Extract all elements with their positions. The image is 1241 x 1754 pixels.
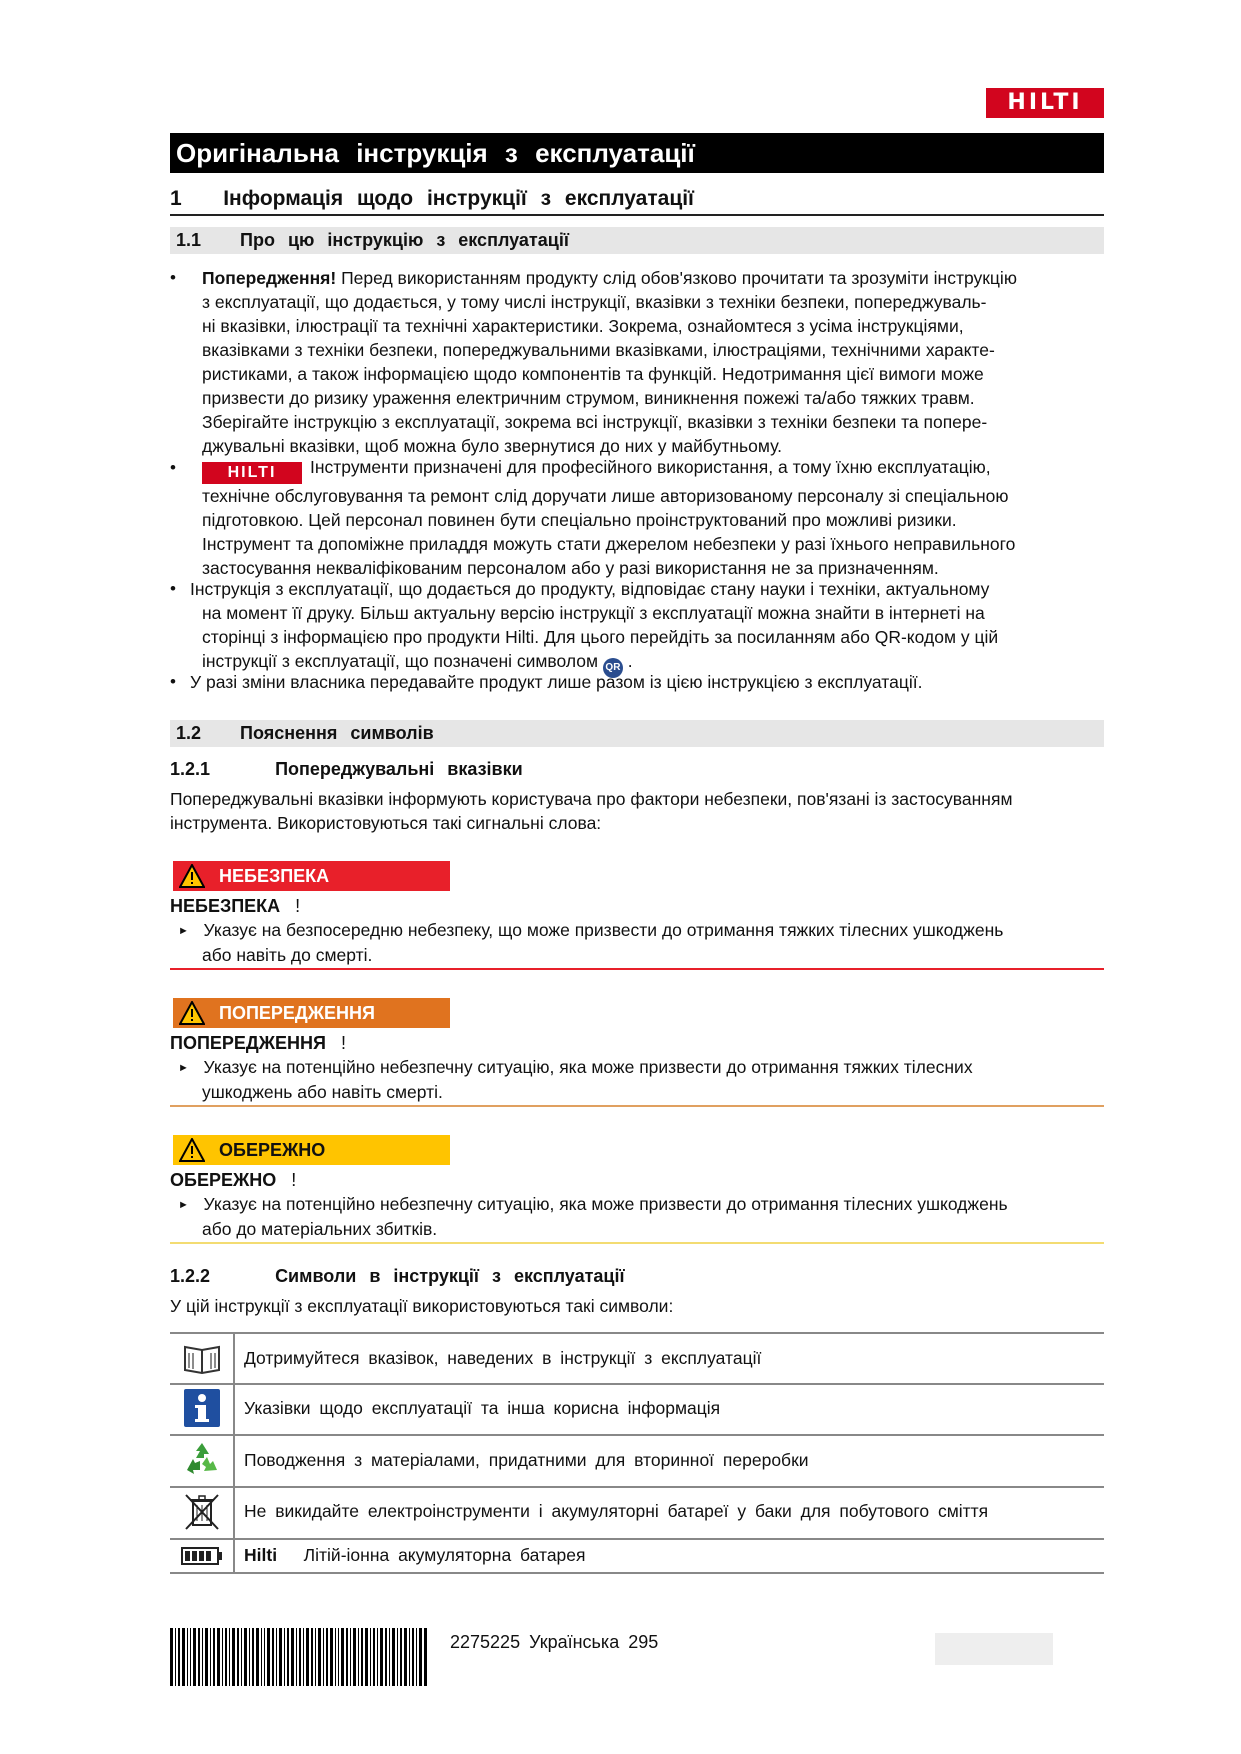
symbol-text: Не викидайте електроінструменти і акумуляторні батареї у баки для побутового сміття bbox=[244, 1501, 989, 1521]
danger-label-text: НЕБЕЗПЕКА bbox=[219, 866, 330, 886]
danger-heading bbox=[170, 894, 300, 918]
symbol-text: Дотримуйтеся вказівок, наведених в інструкції з експлуатації bbox=[244, 1348, 762, 1368]
bullet-1-line-1: Перед використанням продукту слід обов'язково прочитати та зрозуміти інструкцію bbox=[336, 268, 1017, 288]
info-icon bbox=[180, 1388, 224, 1428]
danger-line-1 bbox=[178, 918, 1108, 943]
symbol-brand-label: Hilti bbox=[244, 1545, 278, 1565]
hilti-logo bbox=[986, 88, 1104, 118]
warning-triangle-icon bbox=[179, 1001, 205, 1025]
table-divider bbox=[170, 1383, 1104, 1385]
section-1-2-title: Пояснення символів bbox=[240, 723, 434, 743]
section-1-2-1-title: Попереджувальні вказівки bbox=[275, 759, 523, 779]
section-1-1-title: Про цю інструкцію з експлуатації bbox=[240, 230, 569, 250]
section-1-2-number: 1.2 bbox=[176, 723, 202, 743]
bullet-1-line: призвести до ризику ураження електричним струмом, виникнення пожежі та/або тяжких травм. bbox=[202, 388, 975, 408]
bullet-2-line: застосування некваліфікованим персоналом або у разі використання не за призначенням. bbox=[202, 558, 939, 578]
bullet-marker: • bbox=[170, 268, 176, 287]
arrow-bullet-icon: ► bbox=[178, 925, 189, 937]
warnings-intro-line: Попереджувальні вказівки інформують користувача про фактори небезпеки, пов'язані із застосуванням bbox=[170, 789, 1013, 809]
caution-signal-label bbox=[173, 1135, 450, 1165]
bullet-2-line: технічне обслуговування та ремонт слід доручати лише авторизованому персоналу зі спеціальною bbox=[202, 486, 1009, 506]
danger-heading-text: НЕБЕЗПЕКА bbox=[170, 896, 281, 916]
section-1-1-number: 1.1 bbox=[176, 230, 202, 250]
warning-bold-label: Попередження! bbox=[202, 268, 337, 288]
bullet-marker: • bbox=[170, 672, 176, 691]
bullet-2-line: Інструмент та допоміжне приладдя можуть стати джерелом небезпеки у разі їхнього неправильного bbox=[202, 534, 1016, 554]
bullet-marker: • bbox=[170, 458, 176, 477]
danger-text-line: або навіть до смерті. bbox=[202, 945, 373, 965]
hilti-inline-logo: HILTI bbox=[202, 462, 302, 484]
bullet-marker: • bbox=[170, 579, 176, 598]
table-divider bbox=[170, 1486, 1104, 1488]
table-column-divider bbox=[233, 1333, 235, 1573]
caution-mark: ! bbox=[291, 1170, 297, 1190]
caution-text-line: або до матеріальних збитків. bbox=[202, 1219, 438, 1239]
caution-line-1 bbox=[178, 1192, 1108, 1217]
section-1-2-1-heading bbox=[170, 756, 523, 782]
warning-signal-label bbox=[173, 998, 450, 1028]
caution-heading-text: ОБЕРЕЖНО bbox=[170, 1170, 277, 1190]
section-1-heading bbox=[170, 184, 1104, 216]
bullet-3-last-text: інструкції з експлуатації, що позначені символом bbox=[202, 651, 599, 671]
section-1-number: 1 bbox=[170, 187, 182, 210]
warning-description bbox=[178, 1055, 1108, 1104]
qr-code-icon[interactable]: QR bbox=[603, 658, 623, 678]
warnings-intro-line: інструмента. Використовуються такі сигнальні слова: bbox=[170, 813, 602, 833]
caution-divider bbox=[170, 1242, 1104, 1244]
warning-heading bbox=[170, 1031, 346, 1055]
arrow-bullet-icon: ► bbox=[178, 1062, 189, 1074]
warning-heading-text: ПОПЕРЕДЖЕННЯ bbox=[170, 1033, 326, 1053]
bullet-1 bbox=[202, 266, 1112, 458]
danger-text-line: Указує на безпосередню небезпеку, що може призвести до отримання тяжких тілесних ушкоджень bbox=[203, 920, 1004, 940]
battery-icon bbox=[180, 1539, 224, 1573]
bullet-2-line: підготовкою. Цей персонал повинен бути спеціально проінструктований про можливі ризики. bbox=[202, 510, 957, 530]
arrow-bullet-icon: ► bbox=[178, 1199, 189, 1211]
bullet-1-line: з експлуатації, що додається, у тому числі інструкції, вказівки з техніки безпеки, попереджуваль- bbox=[202, 292, 987, 312]
hilti-logo-text: HILTI bbox=[1007, 90, 1083, 115]
bullet-3-end: . bbox=[622, 651, 633, 671]
danger-signal-label bbox=[173, 861, 450, 891]
caution-text-line: Указує на потенційно небезпечну ситуацію, яка може призвести до отримання тілесних ушкоджень bbox=[203, 1194, 1008, 1214]
footer-blank-box bbox=[935, 1633, 1053, 1665]
symbol-text: Поводження з матеріалами, придатними для вторинної переробки bbox=[244, 1450, 809, 1470]
symbol-text: Літій-іонна акумуляторна батарея bbox=[303, 1545, 586, 1565]
section-1-2-1-number: 1.2.1 bbox=[170, 759, 211, 779]
section-1-title: Інформація щодо інструкції з експлуатації bbox=[223, 187, 694, 210]
bullet-2-first-line bbox=[202, 455, 1112, 484]
warning-text-line: Указує на потенційно небезпечну ситуацію, яка може призвести до отримання тяжких тілесних bbox=[203, 1057, 973, 1077]
warning-text-line: ушкоджень або навіть смерті. bbox=[202, 1082, 443, 1102]
bullet-3-line: на момент її друку. Більш актуальну версію інструкції з експлуатації можна знайти в інтернеті на bbox=[202, 603, 985, 623]
section-1-2-2-number: 1.2.2 bbox=[170, 1266, 211, 1286]
warning-label-text: ПОПЕРЕДЖЕННЯ bbox=[219, 1003, 375, 1023]
bullet-2-line-1: Інструменти призначені для професійного використання, а тому їхню експлуатацію, bbox=[310, 457, 991, 477]
caution-heading bbox=[170, 1168, 296, 1192]
section-1-2-2-title: Символи в інструкції з експлуатації bbox=[275, 1266, 625, 1286]
caution-label-text: ОБЕРЕЖНО bbox=[219, 1140, 326, 1160]
book-icon bbox=[180, 1338, 224, 1378]
bullet-3 bbox=[190, 577, 1110, 678]
warning-triangle-icon bbox=[179, 1138, 205, 1162]
caution-description bbox=[178, 1192, 1108, 1241]
table-divider bbox=[170, 1332, 1104, 1334]
bullet-1-line: ні вказівки, ілюстрації та технічні характеристики. Зокрема, ознайомтеся з усіма інструкціями, bbox=[202, 316, 964, 336]
bullet-1-line: Зберігайте інструкцію з експлуатації, зокрема всі інструкції, вказівки з техніки безпеки та попере- bbox=[202, 412, 988, 432]
crossed-bin-icon bbox=[180, 1492, 224, 1532]
warning-line-1 bbox=[178, 1055, 1108, 1080]
document-title: Оригінальна інструкція з експлуатації bbox=[170, 133, 1104, 173]
danger-divider bbox=[170, 968, 1104, 970]
symbols-intro: У цій інструкції з експлуатації використовуються такі символи: bbox=[170, 1296, 674, 1316]
bullet-4: У разі зміни власника передавайте продукт лише разом із цією інструкцією з експлуатації. bbox=[190, 672, 923, 692]
table-divider bbox=[170, 1434, 1104, 1436]
danger-mark: ! bbox=[295, 896, 301, 916]
warning-mark: ! bbox=[340, 1033, 346, 1053]
bullet-3-line: сторінці з інформацією про продукти Hilti. Для цього перейдіть за посиланням або QR-кодом у цій bbox=[202, 627, 999, 647]
warning-triangle-icon bbox=[179, 864, 205, 888]
bullet-3-line-1: Інструкція з експлуатації, що додається до продукту, відповідає стану науки і техніки, актуальному bbox=[190, 579, 990, 599]
barcode bbox=[170, 1628, 428, 1686]
table-divider bbox=[170, 1538, 1104, 1540]
danger-description bbox=[178, 918, 1108, 967]
bullet-1-line: джувальні вказівки, щоб можна було звернутися до них у майбутньому. bbox=[202, 436, 782, 456]
table-divider bbox=[170, 1572, 1104, 1574]
symbol-text: Указівки щодо експлуатації та інша корисна інформація bbox=[244, 1398, 721, 1418]
recycle-icon bbox=[180, 1440, 224, 1480]
bullet-1-first-line bbox=[202, 266, 1112, 290]
warning-divider bbox=[170, 1105, 1104, 1107]
bullet-1-line: ристиками, а також інформацією щодо компонентів та функцій. Недотримання цієї вимоги може bbox=[202, 364, 984, 384]
bullet-2 bbox=[202, 455, 1112, 580]
section-1-2-2-heading bbox=[170, 1263, 625, 1289]
footer-page-info: 2275225 Українська 295 bbox=[450, 1632, 659, 1652]
section-1-1-heading bbox=[170, 227, 1104, 254]
section-1-2-heading bbox=[170, 720, 1104, 747]
bullet-1-line: вказівками з техніки безпеки, попереджувальними вказівками, ілюстраціями, технічними характе- bbox=[202, 340, 995, 360]
warnings-intro bbox=[170, 787, 1110, 835]
symbol-text-row bbox=[244, 1543, 586, 1567]
